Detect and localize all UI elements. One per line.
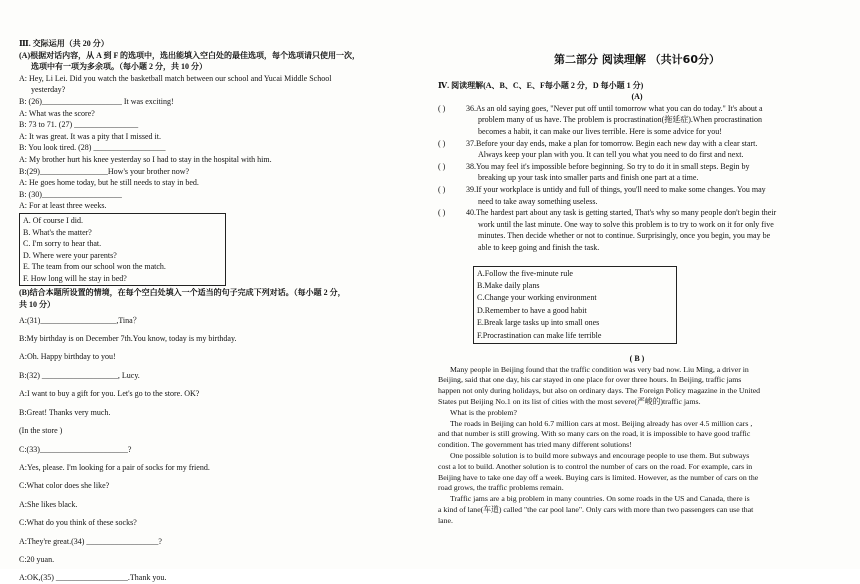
passage-line: Beijing, said that one day, his car stayed in one place for over three hours. In Beijing, traffic jams [438, 375, 742, 385]
left-column [19, 38, 404, 584]
passage-line: Traffic jams are a big problem in many countries. On some roads in the US and Canada, there is [450, 494, 750, 504]
dialog-line: B: (26)____________________ It was exciting! [19, 96, 174, 106]
passage-line: condition. The government has tried many different solutions! [438, 440, 632, 450]
dialog-line: A:Oh. Happy birthday to you! [19, 352, 116, 362]
passage-line: Many people in Beijing found that the traffic condition was very bad now. Liu Ming, a driver in [450, 364, 749, 374]
dialog-line: B:(29)_________________How's your brother now? [19, 166, 190, 176]
question-line: need to take away something useless. [478, 196, 598, 206]
option-item: B. What's the matter? [23, 227, 92, 237]
passage-b [438, 365, 836, 527]
dialog-line: yesterday? [31, 85, 66, 95]
options-box-a [19, 213, 226, 287]
dialog-a [19, 73, 404, 212]
passage-line: Beijing have to take one day off a week. Buying cars is limited. However, as the number of cars on the [438, 472, 759, 482]
dialog-line: C:20 yuan. [19, 554, 55, 564]
question-37 [438, 138, 836, 161]
question-line: breaking up your task into smaller parts and finish one part at a time. [478, 173, 699, 183]
question-line: problem many of us have. The problem is procrastination(拖延症).When procrastination [478, 115, 762, 125]
passage-line: What is the problem? [450, 407, 517, 417]
dialog-line: A: What was the score? [19, 108, 95, 118]
dialog-line: A:She likes black. [19, 499, 78, 509]
answer-blank: ( ) [438, 103, 446, 113]
question-38 [438, 161, 836, 184]
option-item: B.Make daily plans [477, 280, 540, 290]
dialog-line: C:(33)______________________? [19, 444, 132, 454]
dialog-line: B: (30)____________________ [19, 189, 122, 199]
dialog-line: A: He goes home today, but he still needs to stay in bed. [19, 178, 199, 188]
sub-a-label: (A) [631, 92, 643, 102]
dialog-line: B:Great! Thanks very much. [19, 407, 111, 417]
dialog-line: A: For at least three weeks. [19, 201, 107, 211]
dialog-line: A:They're great.(34) __________________? [19, 536, 162, 546]
question-line: Always keep your plan with you. It can tell you what you need to do first and next. [478, 150, 744, 160]
part-b-instruction: (B)结合本题所设置的情境，在每个空白处填入一个适当的句子完成下列对话。（每小题 2 分， [19, 288, 346, 298]
option-item: A. Of course I did. [23, 215, 83, 225]
option-item: F. How long will he stay in bed? [23, 273, 127, 283]
dialog-line: A:OK,(35) __________________.Thank you. [19, 573, 167, 583]
option-item: C.Change your working environment [477, 293, 597, 303]
right-column [438, 54, 836, 526]
part-b-instruction-cont: 共 10 分） [19, 300, 55, 310]
option-item: D.Remember to have a good habit [477, 305, 587, 315]
part-a-instruction-cont: 选项中有一项为多余项。（每小题 2 分，共 10 分） [31, 62, 207, 72]
dialog-line: C:What color does she like? [19, 481, 110, 491]
question-line: work until the last minute. One way to solve this problem is to try to work on it for only five [478, 219, 774, 229]
dialog-line: A: Hey, Li Lei. Did you watch the basketball match between our school and Yucai Middle School [19, 73, 332, 83]
dialog-line: (In the store ) [19, 426, 63, 436]
dialog-line: B:(32) ___________________, Lucy. [19, 370, 140, 380]
answer-blank: ( ) [438, 184, 446, 194]
option-item: E.Break large tasks up into small ones [477, 318, 600, 328]
dialog-line: B: You look tired. (28) __________________ [19, 143, 166, 153]
question-40 [438, 207, 836, 253]
passage-line: cost a lot to build. Another solution is to control the number of cars on the road. For example, cars in [438, 461, 753, 471]
dialog-line: A: It was great. It was a pity that I missed it. [19, 131, 161, 141]
question-line: able to keep going and finish the task. [478, 242, 600, 252]
option-item: C. I'm sorry to hear that. [23, 239, 102, 249]
passage-line: The roads in Beijing can hold 6.7 million cars at most. Beijing already has over 4.5 million cars , [450, 418, 753, 428]
question-line: minutes. Then decide whether or not to continue. Surprisingly, once you begin, you may be [478, 231, 771, 241]
question-line: 38.You may feel it's impossible before beginning. So try to do it in small steps. Begin by [466, 161, 750, 171]
sub-b-label: ( B ) [629, 353, 645, 363]
answer-blank: ( ) [438, 138, 446, 148]
option-item: F.Procrastination can make life terrible [477, 330, 602, 340]
passage-line: a kind of lane(车道) called "the car pool lane". Only cars with more than two passengers can use that [438, 504, 754, 514]
option-item: E. The team from our school won the match. [23, 262, 166, 272]
answer-blank: ( ) [438, 161, 446, 171]
passage-line: and that number is still growing. With so many cars on the road, it is impossible to have good traffic [438, 429, 751, 439]
passage-line: happen not only during holidays, but also on ordinary days. The Foreign Policy magazine in the United [438, 386, 761, 396]
dialog-line: A:I want to buy a gift for you. Let's go to the store. OK? [19, 389, 200, 399]
dialog-line: B:My birthday is on December 7th.You know, today is my birthday. [19, 334, 237, 344]
dialog-b [19, 315, 404, 584]
section-4-title: Ⅳ. 阅读理解(A、B、C、E、F每小题 2 分，D 每小题 1 分) [438, 80, 644, 90]
dialog-line: C:What do you think of these socks? [19, 518, 137, 528]
question-line: 37.Before your day ends, make a plan for tomorrow. Begin each new day with a clear start. [466, 138, 758, 148]
part-2-title: 第二部分 阅读理解 （共计60分） [554, 53, 720, 66]
part-a-instruction: (A)根据对话内容，从 A 到 F 的选项中，选出能填入空白处的最佳选项，每个选项请只使用一次， [19, 50, 361, 60]
question-line: becomes a habit, it can make our lives terrible. Here is some advice for you! [478, 126, 722, 136]
passage-line: One possible solution is to build more subways and encourage people to use them. But subways [450, 450, 750, 460]
passage-line: States put Beijing No.1 on its list of cities with the most severe(严峻的)traffic jams. [438, 396, 701, 406]
dialog-line: A:Yes, please. I'm looking for a pair of socks for my friend. [19, 462, 210, 472]
answer-blank: ( ) [438, 208, 446, 218]
question-39 [438, 184, 836, 207]
question-line: 36.As an old saying goes, "Never put off until tomorrow what you can do today." It's about a [466, 103, 763, 113]
dialog-line: A: My brother hurt his knee yesterday so I had to stay in the hospital with him. [19, 154, 272, 164]
section-3-title: Ⅲ. 交际运用（共 20 分） [19, 39, 109, 48]
option-item: D. Where were your parents? [23, 250, 117, 260]
question-36 [438, 103, 836, 138]
passage-line: road grows, the traffic problems remain. [438, 483, 564, 493]
dialog-line: A:(31)___________________,Tina？ [19, 315, 141, 325]
dialog-line: B: 73 to 71. (27) ________________ [19, 120, 139, 130]
question-line: 39.If your workplace is untidy and full of things, you'll need to make some changes. You may [466, 184, 766, 194]
passage-line: lane. [438, 515, 453, 525]
options-box-reading [473, 266, 677, 344]
question-line: 40.The hardest part about any task is getting started, That's why so many people don't begin their [466, 208, 777, 218]
option-item: A.Follow the five-minute rule [477, 268, 573, 278]
